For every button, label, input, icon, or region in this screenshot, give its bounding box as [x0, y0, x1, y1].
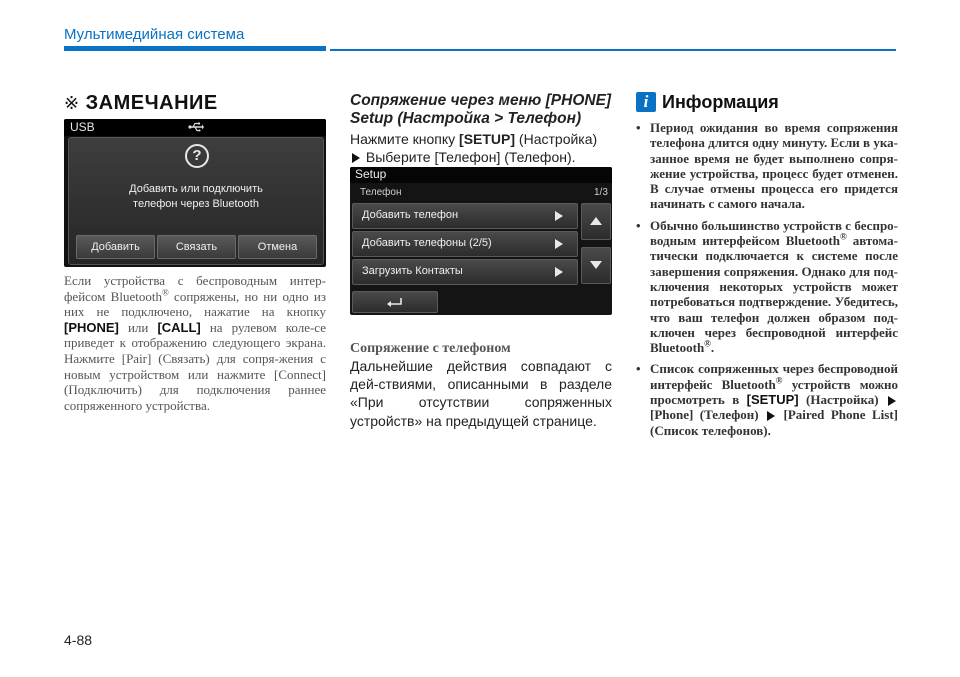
screen-page-indicator: 1/3 [594, 187, 608, 198]
setup-key-label: [SETUP] [459, 131, 516, 147]
section-title: Мультимедийная система [64, 26, 245, 43]
note-heading [64, 92, 218, 115]
note-mark: ※ [64, 93, 80, 113]
arrow-right-icon [888, 396, 896, 406]
pairing-subheading: Сопряжение с телефоном [350, 341, 511, 356]
add-button[interactable]: Добавить [76, 235, 155, 259]
text-run: (Настройка) [798, 392, 886, 408]
menu-item-add-phones[interactable] [352, 231, 578, 257]
back-arrow-icon [387, 296, 403, 308]
menu-item-label: Добавить телефоны (2/5) [362, 237, 492, 249]
call-key-label: [CALL] [157, 319, 201, 335]
pairing-paragraph: Дальнейшие действия совпадают с дей-ствиями, описанными в разделе «При отсутствии сопряженных устройств» на предыдущей странице. [350, 358, 612, 429]
list-item [636, 120, 898, 212]
text-run: автома-тически подключается к системе после завершения сопряжения. Однако для под-ключения некоторых устройств может потребоваться подтверждение. Убедитесь, что ваш телефон должен образом под-ключен через беспроводной интерфейс Bluetooth [650, 233, 898, 356]
text-run: Обычно большинство устройств с беспро-водным интерфейсом Bluetooth [650, 217, 898, 249]
list-item [636, 361, 898, 437]
menu-item-add-phone[interactable] [352, 203, 578, 229]
triangle-up-icon [590, 217, 602, 225]
note-paragraph [64, 273, 326, 413]
info-list [636, 120, 898, 444]
screen-status-bar [64, 119, 326, 136]
info-icon: i [636, 92, 656, 112]
back-button[interactable] [352, 291, 438, 313]
screen-title: Setup [355, 167, 387, 181]
cancel-button[interactable]: Отмена [238, 235, 317, 259]
note-heading-text: ЗАМЕЧАНИЕ [85, 92, 218, 114]
text-run: (Настройка) [515, 131, 598, 147]
registered-mark: ® [775, 375, 783, 386]
triangle-down-icon [590, 261, 602, 269]
arrow-right-icon [767, 411, 775, 421]
header-rule-thick [64, 46, 326, 51]
info-heading: Информация [662, 92, 779, 112]
bullet: • [636, 217, 641, 233]
usb-screen-image [64, 119, 326, 267]
play-arrow-icon [555, 211, 563, 221]
screen-subtitle: Телефон [360, 187, 402, 198]
screen-title-bar [350, 167, 612, 183]
bluetooth-dialog [68, 137, 324, 265]
pairing-heading: Сопряжение через меню [PHONE] Setup (Настройка > Телефон) [350, 92, 612, 127]
registered-mark: ® [839, 231, 847, 242]
play-arrow-icon [555, 239, 563, 249]
scroll-down-button[interactable] [581, 247, 611, 284]
text-run: Выберите [Телефон] (Телефон). [362, 149, 576, 165]
menu-item-label: Добавить телефон [362, 209, 459, 221]
list-item [636, 218, 898, 356]
menu-item-download-contacts[interactable] [352, 259, 578, 285]
menu-item-label: Загрузить Контакты [362, 265, 463, 277]
header-rule-thin [330, 49, 896, 51]
text-run: . [710, 340, 715, 356]
scroll-up-button[interactable] [581, 203, 611, 240]
setup-key-label: [SETUP] [746, 392, 799, 408]
text-run: Нажмите кнопку [350, 131, 460, 147]
play-arrow-icon [555, 267, 563, 277]
dialog-message-line: Добавить или подключить [129, 183, 263, 195]
text-run: или [118, 319, 158, 335]
page-number: 4-88 [64, 632, 93, 648]
text-run: на рулевом коле-се приведет к отображению следующего экрана. Нажмите [Pair] (Связать) для сопря-жения с новым устройством или нажмите [Connect] (Подключить) для подключения раннее сопряженного устройства. [64, 319, 327, 413]
usb-icon [188, 121, 204, 133]
arrow-right-icon [352, 153, 360, 163]
text-run: Список сопряженных через беспроводной интерфейс Bluetooth [650, 361, 898, 392]
question-circle-icon: ? [185, 144, 209, 168]
text-run: Период ожидания во время сопряжения телефона длится одну минуту. Если в ука-занное время не будет выполнено сопря-жение устройства, процесс будет отменен. В случае отмены процесса его придется начинать с самого начала. [650, 120, 898, 212]
bullet: • [636, 120, 641, 135]
text-run: Если устройства с беспроводным интер-фейсом Bluetooth [64, 273, 326, 304]
registered-mark: ® [704, 338, 711, 349]
text-run: [Paired Phone List] (Список телефонов). [650, 407, 898, 438]
dialog-message-line: телефон через Bluetooth [133, 198, 259, 210]
pairing-instruction [350, 130, 612, 166]
text-run: [Phone] (Телефон) [650, 407, 766, 423]
dialog-message [69, 182, 323, 212]
phone-key-label: [PHONE] [64, 319, 119, 335]
text-run: сопряжены, но ни одно из них не подключено, нажатие на кнопку [64, 288, 327, 320]
pair-button[interactable]: Связать [157, 235, 236, 259]
screen-source-label: USB [70, 120, 95, 134]
bullet: • [636, 361, 641, 377]
registered-mark: ® [161, 287, 169, 298]
setup-screen-image [350, 167, 612, 315]
text-run: устройств можно просмотреть в [650, 376, 898, 408]
